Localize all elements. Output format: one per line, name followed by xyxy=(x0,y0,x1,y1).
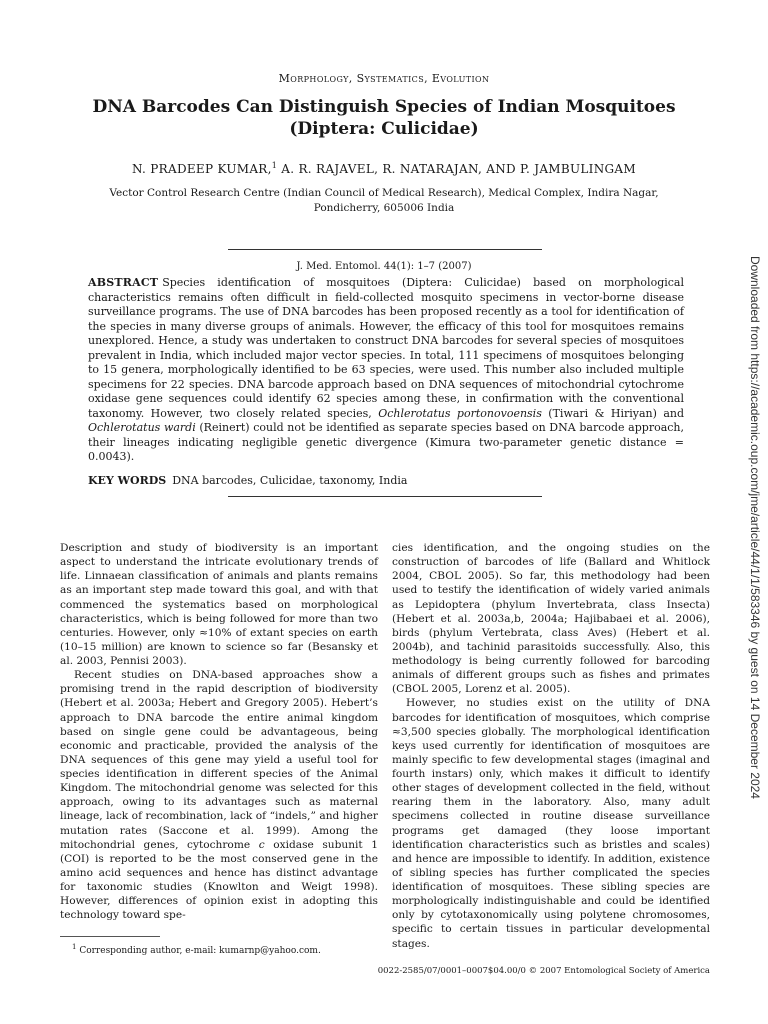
body-paragraph: Description and study of biodiversity is an important aspect to understand the intricate evolutionary trends of life. Linnaean classification of animals and plants remains as an important step made toward this goal, and with that commenced the systematics based on morphological characteristics, which is being followed for more than two centuries. However, only ≈10% of extant species on earth (10–15 million) are known to science so far (Besansky et al. 2003, Pennisi 2003). xyxy=(60,542,378,667)
body-text: oxidase subunit 1 (COI) is reported to be the most conserved gene in the amino acid sequences and hence has distinct advantage for taxonomic studies (Knowlton and Weigt 1998). However, differences of opinion exist in adopting this technology toward spe- xyxy=(60,838,378,922)
other-authors: A. R. RAJAVEL, R. NATARAJAN, AND P. JAMBULINGAM xyxy=(277,162,636,176)
author-list xyxy=(0,161,768,176)
abstract-text-3: (Reinert) could not be identified as separate species based on DNA barcode approach, their lineages indicating negligible genetic divergence (Kimura two-parameter genetic distance = 0.0043). xyxy=(88,421,684,463)
article-title xyxy=(60,96,708,140)
copyright-line: 0022-2585/07/0001–0007$04.00/0 © 2007 Entomological Society of America xyxy=(377,966,710,976)
footnote-rule xyxy=(60,936,160,937)
body-paragraph: cies identification, and the ongoing studies on the construction of barcodes of life (Ballard and Whitlock 2004, CBOL 2005). So far, this methodology had been used to testify the identification of widely varied animals as Lepidoptera (phylum Invertebrata, class Insecta) (Hebert et al. 2003a,b, 2004a; Hajibabaei et al. 2006), birds (phylum Vertebrata, class Aves) (Hebert et al. 2004b), and tachinid parasitoids successfully. Also, this methodology is being currently followed for barcoding animals of different groups such as fishes and primates (CBOL 2005, Lorenz et al. 2005). xyxy=(392,542,710,696)
footnote-text: Corresponding author, e-mail: kumarnp@yahoo.com. xyxy=(76,946,321,956)
title-line-2: (Diptera: Culicidae) xyxy=(289,119,479,139)
body-paragraph: However, no studies exist on the utility of DNA barcodes for identification of mosquitoes, which comprise ≈3,500 species globally. The morphological identification keys used currently for identification of mosquitoes are mainly specific to few developmental stages (imaginal and fourth instars) only, which makes it difficult to identify other stages of development collected in the field, without rearing them in the laboratory. Also, many adult specimens collected in routine disease surveillance programs get damaged (they loose important identification characteristics such as bristles and scales) and hence are impossible to identify. In addition, existence of sibling species has further complicated the species identification of mosquitoes. These sibling species are morphologically indistinguishable and could be identified only by cytotaxonomically using polytene chromosomes, specific to certain tissues in particular developmental stages. xyxy=(392,697,710,950)
footnote-mark: 1 xyxy=(72,943,77,951)
body-text: Recent studies on DNA-based approaches show a promising trend in the rapid description of biodiversity (Hebert et al. 2003a; Hebert and Gregory 2005). Hebert’s approach to DNA barcode the entire animal kingdom based on single gene could be advantageous, being economic and practicable, provided the analysis of the DNA sequences of this gene may yield a useful tool for species identification in different species of the Animal Kingdom. The mitochondrial genome was selected for this approach, owing to its advantages such as maternal lineage, lack of recombination, lack of “indels,” and higher mutation rates (Saccone et al. 1999). Among the mitochondrial genes, cytochrome xyxy=(60,669,378,851)
affiliation xyxy=(80,186,688,216)
body-italic: c xyxy=(258,838,265,851)
journal-reference: J. Med. Entomol. 44(1): 1–7 (2007) xyxy=(296,261,472,272)
section-label: Morphology, Systematics, Evolution xyxy=(278,72,490,85)
affiliation-line-2: Pondicherry, 605006 India xyxy=(313,202,455,214)
body-paragraph xyxy=(60,668,378,922)
keywords xyxy=(88,474,684,487)
abstract-text-2: (Tiwari & Hiriyan) and xyxy=(541,406,684,420)
abstract-label: ABSTRACT xyxy=(88,276,159,289)
abstract-species-2: Ochlerotatus wardi xyxy=(88,421,196,434)
bottom-rule xyxy=(228,496,542,497)
body-column-right xyxy=(392,541,710,951)
first-author: N. PRADEEP KUMAR, xyxy=(132,162,272,176)
affiliation-line-1: Vector Control Research Centre (Indian Council of Medical Research), Medical Complex, Indira Nagar, xyxy=(109,187,659,199)
abstract-text-1: Species identification of mosquitoes (Diptera: Culicidae) based on morphological characteristics remains often difficult in field-collected mosquito specimens in vector-borne disease surveillance programs. The use of DNA barcodes has been proposed recently as a tool for identification of the species in many diverse groups of animals. However, the efficacy of this tool for mosquitoes remains unexplored. Hence, a study was undertaken to construct DNA barcodes for several species of mosquitoes prevalent in India, which included major vector species. In total, 111 specimens of mosquitoes belonging to 15 genera, morphologically identified to be 63 species, were used. This number also included multiple specimens for 22 species. DNA barcode approach based on DNA sequences of mitochondrial cytochrome oxidase gene sequences could identify 62 species among these, in confirmation with the conventional taxonomy. However, two closely related species, xyxy=(88,276,684,420)
top-rule xyxy=(228,249,542,250)
footnote xyxy=(60,941,378,957)
abstract-species-1: Ochlerotatus portonovoensis xyxy=(378,406,542,420)
title-line-1: DNA Barcodes Can Distinguish Species of Indian Mosquitoes xyxy=(92,97,676,117)
body-column-left xyxy=(60,541,378,922)
author-footnote-mark: 1 xyxy=(271,161,278,170)
keywords-label: KEY WORDS xyxy=(88,474,167,487)
download-watermark: Downloaded from https://academic.oup.com/jme/article/44/1/1/583346 by guest on 14 December 2024 xyxy=(748,256,762,799)
abstract xyxy=(88,276,684,465)
keywords-text: DNA barcodes, Culicidae, taxonomy, India xyxy=(172,474,408,487)
